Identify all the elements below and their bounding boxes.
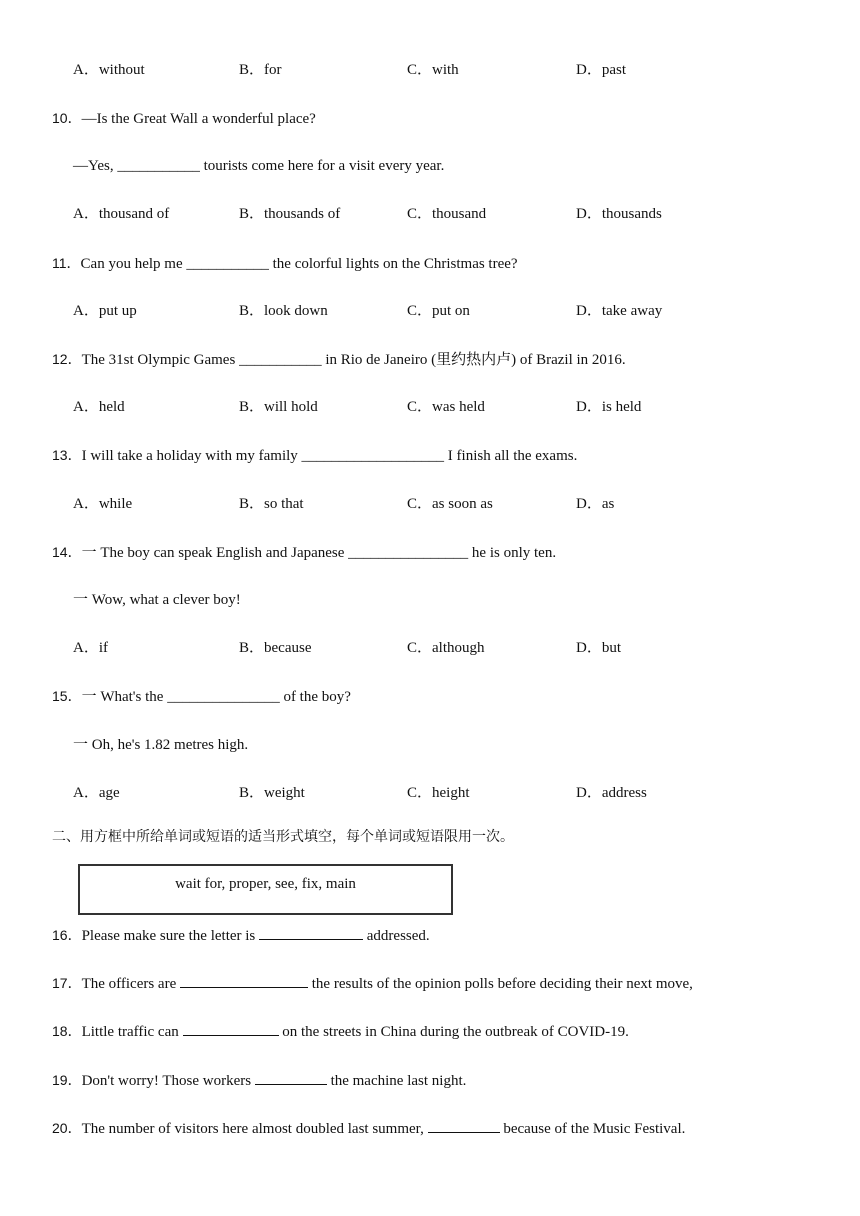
section-2-title: 二、用方框中所给单词或短语的适当形式填空，每个单词或短语限用一次。 [52,829,514,845]
q18-blank[interactable] [183,1021,279,1036]
q16-blank[interactable] [259,925,363,940]
q9-option-c: C．with [407,62,459,78]
q9-option-a: A．without [73,62,145,78]
q10-option-a: A．thousand of [73,206,170,222]
q15-option-a: A．age [73,785,120,801]
q13-option-b: B．so that [239,496,304,512]
q12-option-a: A．held [73,399,125,415]
q17-blank[interactable] [180,973,308,988]
q16-stem: 16．Please make sure the letter is addressed. [52,927,430,944]
q15-line2: 一 Oh, he's 1.82 metres high. [73,737,249,753]
q10-option-b: B．thousands of [239,206,341,222]
q11-option-c: C．put on [407,303,470,319]
q10-option-c: C．thousand [407,206,487,222]
q10-stem: 10．—Is the Great Wall a wonderful place? [52,110,316,127]
q12-option-b: B．will hold [239,399,318,415]
q17-stem: 17．The officers are the results of the opinion polls before deciding their next move, [52,975,693,992]
q14-option-d: D．but [576,640,622,656]
q15-option-c: C．height [407,785,470,801]
q12-options [0,397,860,417]
q15-option-b: B．weight [239,785,305,801]
q13-stem: 13．I will take a holiday with my family ___________________ I finish all the exams. [52,447,578,464]
q12-option-d: D．is held [576,399,642,415]
q9-option-d: D．past [576,62,627,78]
q12-stem: 12．The 31st Olympic Games ___________ in Rio de Janeiro (里约热内卢) of Brazil in 2016. [52,351,626,368]
q9-option-b: B．for [239,62,282,78]
q14-line2: 一 Wow, what a clever boy! [73,592,241,608]
q13-option-d: D．as [576,496,615,512]
q11-option-a: A．put up [73,303,137,319]
q13-option-c: C．as soon as [407,496,493,512]
q19-blank[interactable] [255,1070,327,1085]
q11-stem: 11．Can you help me ___________ the colorful lights on the Christmas tree? [52,255,518,272]
q11-option-b: B．look down [239,303,328,319]
q14-option-b: B．because [239,640,312,656]
q10-options [0,204,860,224]
q10-line2: —Yes, ___________ tourists come here for a visit every year. [73,158,445,174]
q12-option-c: C．was held [407,399,485,415]
word-box-text: wait for, proper, see, fix, main [175,876,356,892]
q11-options [0,301,860,321]
q13-option-a: A．while [73,496,133,512]
q18-stem: 18．Little traffic can on the streets in China during the outbreak of COVID-19. [52,1023,629,1040]
q14-stem: 14．一 The boy can speak English and Japanese ________________ he is only ten. [52,544,557,561]
q20-stem: 20．The number of visitors here almost doubled last summer, because of the Music Festival. [52,1120,686,1137]
q10-option-d: D．thousands [576,206,662,222]
q11-option-d: D．take away [576,303,663,319]
q15-options [0,783,860,803]
q15-stem: 15．一 What's the _______________ of the boy? [52,688,351,705]
q14-option-a: A．if [73,640,109,656]
q13-options [0,494,860,514]
word-box [78,864,453,915]
q9-options [0,60,860,80]
q15-option-d: D．address [576,785,647,801]
q20-blank[interactable] [428,1118,500,1133]
q14-option-c: C．although [407,640,485,656]
q14-options [0,638,860,658]
q19-stem: 19．Don't worry! Those workers the machine last night. [52,1072,467,1089]
